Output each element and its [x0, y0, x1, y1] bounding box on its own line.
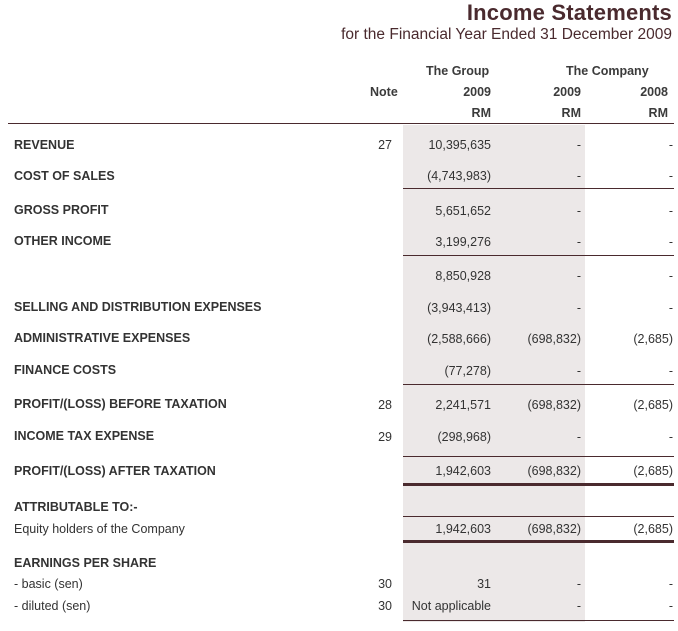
row-label-profit-after-tax: PROFIT/(LOSS) AFTER TAXATION [14, 464, 216, 478]
row-company-2009: - [576, 301, 581, 315]
eps-diluted-label: - diluted (sen) [14, 599, 91, 613]
attributable-company-2009: (698,832) [527, 522, 581, 536]
row-group-2009: 5,651,652 [435, 204, 491, 218]
row-company-2008: - [668, 138, 673, 152]
row-company-2009: - [576, 138, 581, 152]
note-header: Note [370, 85, 398, 99]
row-note: 29 [378, 430, 392, 444]
row-group-2009: (77,278) [444, 364, 491, 378]
eps-basic-note: 30 [378, 577, 392, 591]
attributable-company-2008: (2,685) [633, 522, 673, 536]
row-company-2009: - [576, 169, 581, 183]
eps-basic-company-2009: - [576, 577, 581, 591]
header-rule [8, 123, 674, 124]
row-label-other-income: OTHER INCOME [14, 234, 112, 248]
subtotal-rule [403, 516, 674, 517]
row-company-2008: - [668, 430, 673, 444]
subtotal-rule [403, 384, 674, 385]
row-company-2008: - [668, 269, 673, 283]
currency-company-2009: RM [561, 106, 581, 120]
bottom-rule [403, 620, 674, 621]
eps-basic-company-2008: - [668, 577, 673, 591]
row-company-2008: - [668, 235, 673, 249]
row-group-2009: (2,588,666) [427, 332, 491, 346]
company-header: The Company [566, 64, 649, 78]
row-label-selling-distribution: SELLING AND DISTRIBUTION EXPENSES [14, 300, 262, 314]
row-company-2008: - [668, 169, 673, 183]
row-company-2009: (698,832) [527, 464, 581, 478]
row-company-2009: (698,832) [527, 398, 581, 412]
eps-diluted-group-2009: Not applicable [411, 599, 491, 613]
row-group-2009: (298,968) [437, 430, 491, 444]
row-note: 28 [378, 398, 392, 412]
eps-basic-group-2009: 31 [477, 577, 491, 591]
row-label-revenue: REVENUE [14, 138, 75, 152]
row-label-gross-profit: GROSS PROFIT [14, 203, 109, 217]
group-header: The Group [426, 64, 490, 78]
currency-group: RM [471, 106, 491, 120]
row-company-2008: - [668, 364, 673, 378]
row-company-2009: - [576, 204, 581, 218]
year-group-2009: 2009 [463, 85, 491, 99]
row-company-2009: - [576, 430, 581, 444]
attributable-heading: ATTRIBUTABLE TO:- [14, 500, 138, 514]
year-company-2008: 2008 [640, 85, 668, 99]
page-title: Income Statements [466, 0, 672, 25]
eps-diluted-company-2009: - [576, 599, 581, 613]
attributable-label: Equity holders of the Company [14, 522, 185, 536]
row-group-2009: (3,943,413) [427, 301, 491, 315]
year-company-2009: 2009 [553, 85, 581, 99]
subtotal-rule [403, 456, 674, 457]
subtotal-rule [403, 188, 674, 189]
total-double-rule [403, 540, 674, 543]
row-company-2009: (698,832) [527, 332, 581, 346]
row-label-administrative: ADMINISTRATIVE EXPENSES [14, 331, 191, 345]
row-group-2009: 8,850,928 [435, 269, 491, 283]
row-company-2008: (2,685) [633, 464, 673, 478]
row-company-2008: (2,685) [633, 332, 673, 346]
row-company-2008: - [668, 204, 673, 218]
eps-diluted-company-2008: - [668, 599, 673, 613]
subtotal-rule [403, 255, 674, 256]
row-company-2008: (2,685) [633, 398, 673, 412]
row-label-cost-of-sales: COST OF SALES [14, 169, 115, 183]
row-company-2009: - [576, 269, 581, 283]
eps-heading: EARNINGS PER SHARE [14, 556, 157, 570]
row-group-2009: 10,395,635 [428, 138, 491, 152]
total-double-rule [403, 483, 674, 486]
row-group-2009: 2,241,571 [435, 398, 491, 412]
eps-basic-label: - basic (sen) [14, 577, 83, 591]
row-group-2009: (4,743,983) [427, 169, 491, 183]
row-group-2009: 3,199,276 [435, 235, 491, 249]
row-label-profit-before-tax: PROFIT/(LOSS) BEFORE TAXATION [14, 397, 227, 411]
attributable-group-2009: 1,942,603 [435, 522, 491, 536]
row-company-2009: - [576, 235, 581, 249]
row-company-2008: - [668, 301, 673, 315]
row-note: 27 [378, 138, 392, 152]
eps-diluted-note: 30 [378, 599, 392, 613]
row-label-income-tax: INCOME TAX EXPENSE [14, 429, 155, 443]
currency-company-2008: RM [648, 106, 668, 120]
row-company-2009: - [576, 364, 581, 378]
row-label-finance-costs: FINANCE COSTS [14, 363, 117, 377]
page-subtitle: for the Financial Year Ended 31 December 2009 [341, 26, 672, 43]
row-group-2009: 1,942,603 [435, 464, 491, 478]
